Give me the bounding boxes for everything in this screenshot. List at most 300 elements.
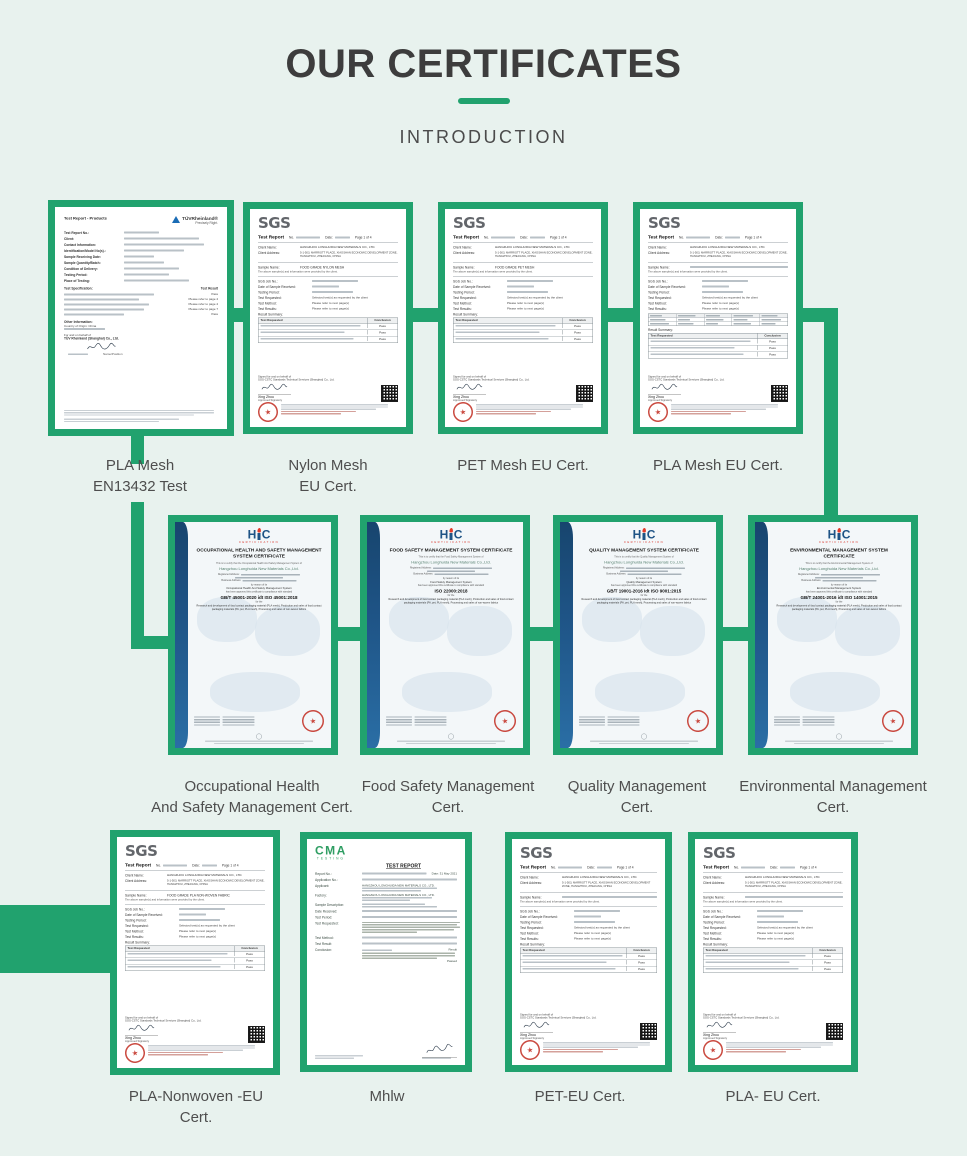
certificate-frame-sgs	[505, 832, 672, 1072]
text-line-placeholder	[774, 722, 800, 723]
conclusion-value: Pass	[769, 340, 776, 344]
text-line-placeholder	[620, 571, 668, 573]
signer-title: Approved Signatory	[648, 399, 673, 402]
report-title: TEST REPORT	[385, 863, 421, 869]
text-line-placeholder	[223, 719, 255, 720]
field-label: Test Requested:	[258, 296, 282, 300]
client-name: HANGZHOU LONGHUIDA NEW MATERIALS CO., LTD.	[300, 246, 376, 249]
origin-value: Country of Origin: China	[64, 325, 97, 328]
summary-label: Result Summary:	[258, 312, 283, 317]
cert-caption	[532, 776, 742, 818]
field-label: SGS Job No.:	[648, 279, 668, 284]
certificate-page: SGS Test Report No. Date: Page 1 of 4 Client Name: HANGZHOU LONGHUIDA NEW MATERIALS CO., LTD. Client Address: 5-1-503, MARRIOTT PLACE, XIAOSHAN ECONOMIC DEVELOPMENT ZONE, HANGZHOU, ZHEJIANG, CHINA Sample Name: FOOD GRADE NYLON MESH The above sample(s) and information were provided by the client. SGS Job No.: Date of Sample Received: Testing Period: Test Requested: Selected test(s) as requested by the client Test Method: Please refer to next page(s) Test Results: Please refer to next page(s) Result Summary: Test Requested Conclusion Pass Pass Pass Signed for and on behalf of SGS-CSTC Standards Technical Services (Shanghai) Co., Ltd. Xing Zhou Approved Signatory ★	[250, 209, 406, 427]
text-line-placeholder	[406, 743, 496, 744]
signature	[84, 342, 119, 352]
page-number: Page 1 of 4	[354, 236, 372, 240]
text-line-placeholder	[362, 906, 437, 908]
cert-caption-line: PLA-Nonwoven -EU	[128, 1088, 264, 1105]
field-label: Business Address:	[221, 579, 242, 582]
field-label: Place of Testing:	[64, 279, 90, 283]
field-label: Testing Period:	[703, 920, 725, 925]
reason-line: by reason of its	[442, 577, 460, 581]
sgs-logo: SGS	[125, 842, 158, 860]
field-label: Test Requested:	[520, 926, 544, 930]
text-line-placeholder	[762, 323, 776, 325]
text-line-placeholder	[223, 716, 255, 717]
summary-label: Result Summary:	[703, 942, 728, 947]
field-label: Client Address:	[453, 251, 475, 255]
text-line-placeholder	[599, 743, 689, 744]
col-header: Conclusion	[633, 948, 650, 952]
certificate-page	[367, 522, 523, 748]
field-label: Test Method:	[315, 936, 334, 941]
conclusion-value: Pass	[638, 961, 645, 965]
info-value: Selected test(s) as requested by the client	[702, 296, 758, 300]
field-label: Client Name:	[703, 876, 722, 880]
text-line-placeholder	[780, 867, 795, 869]
red-seal: ★	[702, 1039, 725, 1062]
behalf-company: SGS-CSTC Standards Technical Services (Shanghai) Co., Ltd.	[125, 1019, 202, 1023]
certificate-page: SGS Test Report No. Date: Page 1 of 4 Client Name: HANGZHOU LONGHUIDA NEW MATERIALS CO., LTD. Client Address: 5-1-503, MARRIOTT PLACE, XIAOSHAN ECONOMIC DEVELOPMENT ZONE, HANGZHOU, ZHEJIANG, CHINA Sample Name: FOOD GRADE PET MESH The above sample(s) and information were provided by the client. SGS Job No.: Date of Sample Received: Testing Period: Test Requested: Selected test(s) as requested by the client Test Method: Please refer to next page(s) Test Results: Please refer to next page(s) Result Summary: Test Requested Conclusion Pass Pass Pass Signed for and on behalf of SGS-CSTC Standards Technical Services (Shanghai) Co., Ltd. Xing Zhou Approved Signatory ★	[445, 209, 601, 427]
report-title: Test Report	[648, 234, 675, 240]
text-line-placeholder	[124, 243, 204, 245]
text-line-placeholder	[397, 741, 505, 742]
signature	[703, 1021, 736, 1030]
field-label: Client Name:	[453, 246, 472, 250]
text-line-placeholder	[194, 716, 220, 717]
client-address: 5-1-503, MARRIOTT PLACE, XIAOSHAN ECONOMIC DEVELOPMENT ZONE, HANGZHOU, ZHEJIANG, CHINA	[562, 881, 651, 888]
text-line-placeholder	[651, 353, 744, 355]
report-title: Test Report	[258, 234, 285, 240]
result-value: Please refer to page 7	[188, 308, 218, 311]
text-line-placeholder	[281, 413, 341, 414]
certificate-frame-sgs	[243, 202, 413, 434]
field-label: Test Method:	[703, 931, 722, 936]
text-line-placeholder	[243, 580, 297, 582]
hic-logo-letter: C	[841, 527, 851, 542]
info-value: Selected test(s) as requested by the client	[757, 926, 813, 930]
field-label: Client Name:	[258, 246, 277, 250]
text-line-placeholder	[362, 878, 457, 880]
text-line-placeholder	[64, 314, 124, 316]
text-line-placeholder	[702, 285, 729, 287]
field-label: Testing Period:	[64, 273, 88, 277]
company-name: Hangzhou Longhuida New Materials Co.,Ltd.	[219, 566, 299, 571]
text-line-placeholder	[608, 716, 640, 717]
field-label: Client Name:	[520, 876, 539, 880]
title-divider	[458, 98, 510, 104]
text-line-placeholder	[706, 955, 806, 957]
text-line-placeholder	[124, 279, 189, 281]
signer-title: Approved Signatory	[520, 1037, 545, 1040]
signer-name: Xing Zhou	[258, 395, 291, 400]
text-line-placeholder	[476, 413, 536, 414]
hic-logo-sub: CERTIFICATION	[430, 541, 472, 544]
certificate-title: OCCUPATIONAL HEALTH AND SAFETY MANAGEMENT SYSTEM CERTIFICATE	[196, 547, 322, 560]
signature	[648, 383, 681, 392]
cert-caption-line: Occupational Health	[184, 778, 320, 795]
certificate-title: ENVIRONMENTAL MANAGEMENT SYSTEM CERTIFICATE	[790, 547, 888, 560]
text-line-placeholder	[823, 580, 877, 582]
col-header: Test Requested	[127, 946, 150, 950]
qr-code	[771, 385, 788, 402]
signature	[453, 383, 486, 392]
text-line-placeholder	[507, 291, 548, 293]
hic-logo-letter: H	[439, 527, 449, 542]
text-line-placeholder	[124, 249, 184, 251]
text-line-placeholder	[726, 1051, 786, 1052]
cert-caption-line: PLA Mesh EU Cert.	[652, 457, 784, 474]
text-line-placeholder	[608, 719, 640, 720]
cert-caption	[668, 1086, 878, 1107]
text-line-placeholder	[803, 716, 835, 717]
text-line-placeholder	[686, 237, 710, 239]
field-label: Registered Address:	[602, 567, 625, 570]
col-header: Test Requested	[522, 948, 545, 952]
text-line-placeholder	[774, 716, 800, 717]
report-title: Test Report	[125, 862, 152, 868]
field-label: Application No.:	[315, 878, 338, 882]
cert-caption-line: PLA Mesh	[105, 457, 175, 474]
text-line-placeholder	[315, 1058, 354, 1060]
connector-line	[606, 308, 635, 322]
certificate-title: QUALITY MANAGEMENT SYSTEM CERTIFICATE	[589, 547, 699, 553]
text-line-placeholder	[706, 968, 799, 970]
text-line-placeholder	[562, 896, 657, 898]
field-label: SGS Job No.:	[125, 907, 145, 912]
text-line-placeholder	[650, 315, 662, 317]
field-label: Test Method:	[125, 929, 144, 934]
conclusion-value: Pass	[574, 337, 581, 341]
field-label: Client Address:	[648, 251, 670, 255]
text-line-placeholder	[362, 872, 427, 874]
field-label: Client Address:	[703, 881, 725, 885]
cert-caption-line: PET-EU Cert.	[534, 1088, 626, 1105]
page-number: Page 1 of 4	[549, 236, 567, 240]
col-header: Conclusion	[374, 318, 391, 322]
page-subtitle: INTRODUCTION	[399, 127, 568, 147]
col-header: Test Requested	[650, 334, 673, 338]
behalf-label: Signed for and on behalf of	[703, 1013, 737, 1017]
text-line-placeholder	[179, 913, 206, 915]
text-line-placeholder	[335, 237, 350, 239]
text-line-placeholder	[261, 338, 354, 340]
certificate-page: SGS Test Report No. Date: Page 1 of 4 Client Name: HANGZHOU LONGHUIDA NEW MATERIALS CO., LTD. Client Address: 5-1-503, MARRIOTT PLACE, XIAOSHAN ECONOMIC DEVELOPMENT ZONE, HANGZHOU, ZHEJIANG, CHINA Sample Name: The above sample(s) and information were provided by the client. SGS Job No.: Date of Sample Received: Testing Period: Test Requested: Selected test(s) as requested by the client Test Method: Please refer to next page(s) Test Results: Please refer to next page(s) Result Summary: Test Requested Conclusion Pass Pass Pass Signed for and on behalf of SGS-CSTC Standards Technical Services (Shanghai) Co., Ltd. Xing Zhou Approved Signatory ★	[695, 839, 851, 1065]
client-address: 5-1-503, MARRIOTT PLACE, XIAOSHAN ECONOMIC DEVELOPMENT ZONE, HANGZHOU, ZHEJIANG, CHINA	[167, 879, 265, 886]
text-line-placeholder	[124, 273, 169, 275]
field-label: Identification/Model No(s).:	[64, 249, 106, 253]
text-line-placeholder	[757, 915, 784, 917]
client-name: HANGZHOU LONGHUIDA NEW MATERIALS CO., LTD.	[690, 246, 766, 249]
text-line-placeholder	[124, 237, 199, 239]
text-line-placeholder	[774, 724, 800, 725]
text-line-placeholder	[202, 865, 217, 867]
sample-note: The above sample(s) and information were provided by the client.	[258, 270, 338, 274]
text-line-placeholder	[456, 325, 556, 327]
tuv-logo-icon	[172, 216, 180, 223]
qr-code	[381, 385, 398, 402]
text-line-placeholder	[415, 719, 447, 720]
col-header: Conclusion	[569, 318, 586, 322]
text-line-placeholder	[706, 315, 720, 317]
reason-line: by reason of its	[635, 577, 653, 581]
text-line-placeholder	[671, 413, 731, 414]
text-line-placeholder	[386, 719, 412, 720]
text-line-placeholder	[523, 968, 616, 970]
behalf-company: SGS-CSTC Standards Technical Services (Shanghai) Co., Ltd.	[648, 378, 725, 382]
conclusion-value: Pass	[769, 346, 776, 350]
scope-text: Research and development of food contact packaging material (PLA mesh), Production and sales of food contact packaging materials (PA, pet, PLA mesh), Processing and sales of non-woven fabrics	[196, 604, 322, 611]
flame-icon	[257, 528, 261, 533]
stamp-mark	[256, 734, 262, 740]
system-name: Environmental Management System	[816, 587, 862, 591]
text-line-placeholder	[574, 915, 601, 917]
text-line-placeholder	[433, 568, 492, 570]
stamp-mark	[448, 734, 454, 740]
page-number: Page 1 of 4	[616, 866, 634, 870]
text-line-placeholder	[702, 291, 743, 293]
sgs-logo: SGS	[453, 214, 486, 232]
sample-note: The above sample(s) and information were provided by the client.	[453, 270, 533, 274]
field-label: Date of Sample Received:	[453, 285, 491, 289]
field-label: Test Requested:	[648, 296, 672, 300]
behalf-company: SGS-CSTC Standards Technical Services (Shanghai) Co., Ltd.	[520, 1016, 597, 1020]
company-name: Hangzhou Longhuida New Materials Co.,Ltd.	[604, 560, 684, 565]
cert-caption-line: Cert.	[620, 799, 654, 816]
text-line-placeholder	[678, 319, 690, 321]
col-header: Test Requested	[705, 948, 728, 952]
text-line-placeholder	[543, 1051, 603, 1052]
text-line-placeholder	[128, 966, 221, 968]
tuv-tagline: Precisely Right.	[195, 221, 218, 225]
text-line-placeholder	[362, 899, 410, 901]
field-label: Test Results:	[520, 937, 539, 941]
text-line-placeholder	[741, 867, 765, 869]
certificate-frame-sgs	[688, 832, 858, 1072]
field-label: Factory:	[315, 893, 327, 898]
behalf-label: For and on behalf of	[64, 333, 91, 337]
text-line-placeholder	[214, 743, 304, 744]
red-seal: ★	[257, 401, 280, 424]
certificate-page	[560, 522, 716, 748]
field-label: Test Results:	[258, 307, 277, 311]
red-seal: ★	[647, 401, 670, 424]
cert-caption-line: PET Mesh EU Cert.	[457, 457, 589, 474]
field-label: Client Name:	[648, 246, 667, 250]
behalf-label: Signed for and on behalf of	[453, 375, 487, 379]
text-line-placeholder	[64, 309, 144, 311]
text-line-placeholder	[312, 285, 339, 287]
text-line-placeholder	[194, 724, 220, 725]
cert-caption	[223, 455, 433, 497]
conclusion-value: Pass	[379, 324, 386, 328]
text-line-placeholder	[64, 304, 149, 306]
text-line-placeholder	[223, 722, 255, 723]
field-label: Test Method:	[520, 931, 539, 936]
result-label: Test Result	[200, 287, 218, 291]
sample-note: The above sample(s) and information were provided by the client.	[703, 900, 783, 904]
text-line-placeholder	[650, 319, 666, 321]
field-label: Test Results:	[703, 937, 722, 941]
approved-line: has been approved this certificate to compliance with standard	[225, 590, 293, 594]
text-line-placeholder	[296, 237, 320, 239]
result-summary-table	[520, 947, 657, 973]
text-line-placeholder	[507, 285, 534, 287]
info-value: Please refer to next page(s)	[312, 301, 350, 305]
text-line-placeholder	[757, 910, 803, 912]
info-value: Please refer to next page(s)	[757, 937, 795, 941]
text-line-placeholder	[821, 574, 880, 576]
sgs-logo: SGS	[258, 214, 291, 232]
text-line-placeholder	[574, 910, 620, 912]
text-line-placeholder	[628, 574, 682, 576]
field-label: Client Address:	[125, 879, 147, 883]
text-line-placeholder	[163, 865, 187, 867]
red-seal: ★	[686, 709, 711, 734]
field-label: Test Method:	[648, 301, 667, 306]
info-value: Please refer to next page(s)	[179, 929, 217, 933]
result-value: Pass	[211, 313, 218, 316]
text-line-placeholder	[608, 724, 640, 725]
connector-line	[411, 308, 440, 322]
summary-label: Result Summary:	[125, 940, 150, 945]
col-header: Test Requested	[260, 318, 283, 322]
summary-label: Result Summary:	[520, 942, 545, 947]
signer-title: Approved Signatory	[258, 399, 283, 402]
text-line-placeholder	[762, 319, 782, 321]
text-line-placeholder	[590, 741, 698, 742]
approved-line: has been approved this certificate to compliance with standard	[805, 590, 873, 594]
certify-line: This is to certify that the Quality Management System of	[614, 556, 674, 559]
text-line-placeholder	[574, 921, 615, 923]
hic-logo-letter: C	[261, 527, 271, 542]
text-line-placeholder	[362, 916, 457, 918]
signer-name: Xing Zhou	[520, 1033, 553, 1038]
text-line-placeholder	[64, 294, 154, 296]
page-title: OUR CERTIFICATES	[285, 42, 682, 86]
signer-name: Xing Zhou	[453, 395, 486, 400]
sample-name: FOOD GRADE PLA NON-WOVEN FABRIC	[167, 893, 230, 898]
field-label: Registered Address:	[217, 573, 240, 576]
cert-caption	[728, 776, 938, 818]
certificate-frame-hic	[553, 515, 723, 755]
sgs-logo: SGS	[703, 844, 736, 862]
sample-note: The above sample(s) and information were provided by the client.	[125, 898, 205, 902]
for-the-line: for the	[640, 594, 648, 598]
reason-line: by reason of its	[250, 583, 268, 587]
client-address: 5-1-503, MARRIOTT PLACE, XIAOSHAN ECONOMIC DEVELOPMENT ZONE, HANGZHOU, ZHEJIANG, CHINA	[300, 251, 398, 258]
connector-line	[336, 627, 362, 641]
field-label: Date of Sample Received:	[258, 285, 296, 289]
qr-code	[576, 385, 593, 402]
text-line-placeholder	[579, 716, 605, 717]
text-line-placeholder	[415, 722, 447, 723]
field-label: Date of Sample Received:	[648, 285, 686, 289]
conclusion-value: Pass	[638, 967, 645, 971]
text-line-placeholder	[261, 325, 361, 327]
certificate-frame-cma	[300, 832, 472, 1072]
text-line-placeholder	[179, 919, 220, 921]
col-header: Test Requested	[455, 318, 478, 322]
text-line-placeholder	[223, 724, 255, 725]
conclusion-value: Pass	[574, 331, 581, 335]
field-label: Testing Period:	[648, 290, 670, 295]
page-number: Page 1 of 4	[799, 866, 817, 870]
sample-note: The above sample(s) and information were provided by the client.	[648, 270, 728, 274]
for-the-line: for the	[255, 600, 263, 604]
cert-caption-line: Nylon Mesh	[288, 457, 368, 474]
approved-line: has been approved this certificate to compliance with standard	[610, 584, 678, 588]
client-name: HANGZHOU LONGHUIDA NEW MATERIALS CO., LTD.	[167, 874, 243, 877]
behalf-company: SGS-CSTC Standards Technical Services (Shanghai) Co., Ltd.	[703, 1016, 780, 1020]
field-label: Condition of Delivery:	[64, 267, 98, 271]
text-line-placeholder	[491, 237, 515, 239]
conclusion-value: Pass	[638, 954, 645, 958]
certificate-page	[307, 839, 465, 1065]
certificate-page: SGS Test Report No. Date: Page 1 of 4 Client Name: HANGZHOU LONGHUIDA NEW MATERIALS CO., LTD. Client Address: 5-1-503, MARRIOTT PLACE, XIAOSHAN ECONOMIC DEVELOPMENT ZONE, HANGZHOU, ZHEJIANG, CHINA Sample Name: The above sample(s) and information were provided by the client. SGS Job No.: Date of Sample Received: Testing Period: Test Requested: Selected test(s) as requested by the client Test Method: Please refer to next page(s) Test Results: Please refer to next page(s) Result Summary: Test Requested Conclusion Pass Pass Pass Signed for and on behalf of SGS-CSTC Standards Technical Services (Shanghai) Co., Ltd. Xing Zhou Approved Signatory ★	[512, 839, 665, 1065]
result-summary-table	[453, 317, 593, 343]
conclusion-value: Pass	[824, 954, 831, 958]
info-value: Please refer to next page(s)	[312, 307, 350, 311]
certify-line: This is to certify that the Food Safety Management System of	[418, 556, 484, 559]
certificate-page: SGS Test Report No. Date: Page 1 of 4 Client Name: HANGZHOU LONGHUIDA NEW MATERIALS CO., LTD. Client Address: 5-1-503, MARRIOTT PLACE, XIAOSHAN ECONOMIC DEVELOPMENT ZONE, HANGZHOU, ZHEJIANG, CHINA Sample Name: The above sample(s) and information were provided by the client. SGS Job No.: Date of Sample Received: Testing Period: Test Requested: Selected test(s) as requested by the client Test Method: Please refer to next page(s) Test Results: Please refer to next page(s) Result Summary: Test Requested Conclusion Pass Pass Pass Signed for and on behalf of SGS-CSTC Standards Technical Services (Shanghai) Co., Ltd. Xing Zhou Approved Signatory ★	[640, 209, 796, 427]
text-line-placeholder	[362, 949, 392, 951]
standard-line: ISO 22000:2018	[434, 588, 468, 594]
field-label: SGS Job No.:	[258, 279, 278, 284]
certificate-frame-sgs	[633, 202, 803, 434]
cert-caption	[35, 455, 245, 497]
info-value: Please refer to next page(s)	[574, 937, 612, 941]
red-seal: ★	[452, 401, 475, 424]
cert-caption-line: Quality Management	[567, 778, 707, 795]
field-label: SGS Job No.:	[520, 909, 540, 914]
certificate-title: FOOD SAFETY MANAGEMENT SYSTEM CERTIFICATE	[389, 547, 513, 553]
conclusion-value: Pass	[246, 965, 253, 969]
system-name: Occupational Health And Safety Management System	[226, 587, 292, 591]
field-label: Client Address:	[520, 881, 542, 885]
client-name: HANGZHOU LONGHUIDA NEW MATERIALS CO., LTD.	[562, 876, 638, 879]
text-line-placeholder	[734, 323, 752, 325]
standard-line: GB/T 19001-2016 idt ISO 9001:2015	[606, 588, 682, 594]
info-value: Selected test(s) as requested by the client	[507, 296, 563, 300]
certify-line: This is to certify that the Environmental Management System of	[805, 562, 873, 565]
certificate-page	[55, 207, 227, 429]
behalf-company: SGS-CSTC Standards Technical Services (Shanghai) Co., Ltd.	[453, 378, 530, 382]
field-label: Client Name:	[125, 874, 144, 878]
field-label: Sample Description:	[315, 903, 345, 907]
field-label: Sample Name:	[453, 265, 475, 270]
info-value: Please refer to next page(s)	[757, 931, 795, 935]
for-the-line: for the	[835, 600, 843, 604]
connector-line	[528, 627, 555, 641]
qr-code	[640, 1023, 657, 1040]
info-value: Please refer to next page(s)	[702, 301, 740, 305]
text-line-placeholder	[579, 719, 605, 720]
connector-band	[0, 905, 112, 973]
tuv-brand: TÜVRheinland®	[182, 216, 218, 222]
hic-logo-letter: H	[247, 527, 257, 542]
cert-caption-line: EN13432 Test	[93, 478, 187, 495]
text-line-placeholder	[608, 722, 640, 723]
red-seal: ★	[881, 709, 906, 734]
scope-text: Research and development of food contact packaging material (PLA mesh), Production and sales of food contact packaging materials (PA, pet, PLA mesh), Processing and sales of non-woven fabrics	[581, 598, 707, 605]
text-line-placeholder	[427, 571, 475, 573]
text-line-placeholder	[794, 743, 884, 744]
cert-caption	[91, 1086, 301, 1128]
certificate-page: SGS Test Report No. Date: Page 1 of 4 Client Name: HANGZHOU LONGHUIDA NEW MATERIALS CO., LTD. Client Address: 5-1-503, MARRIOTT PLACE, XIAOSHAN ECONOMIC DEVELOPMENT ZONE, HANGZHOU, ZHEJIANG, CHINA Sample Name: FOOD GRADE PLA NON-WOVEN FABRIC The above sample(s) and information were provided by the client. SGS Job No.: Date of Sample Received: Testing Period: Test Requested: Selected test(s) as requested by the client Test Method: Please refer to next page(s) Test Results: Please refer to next page(s) Result Summary: Test Requested Conclusion Pass Pass Pass Signed for and on behalf of SGS-CSTC Standards Technical Services (Shanghai) Co., Ltd. Xing Zhou Approved Signatory ★	[117, 837, 273, 1068]
conclusion-value: Pass	[824, 967, 831, 971]
qr-code	[826, 1023, 843, 1040]
